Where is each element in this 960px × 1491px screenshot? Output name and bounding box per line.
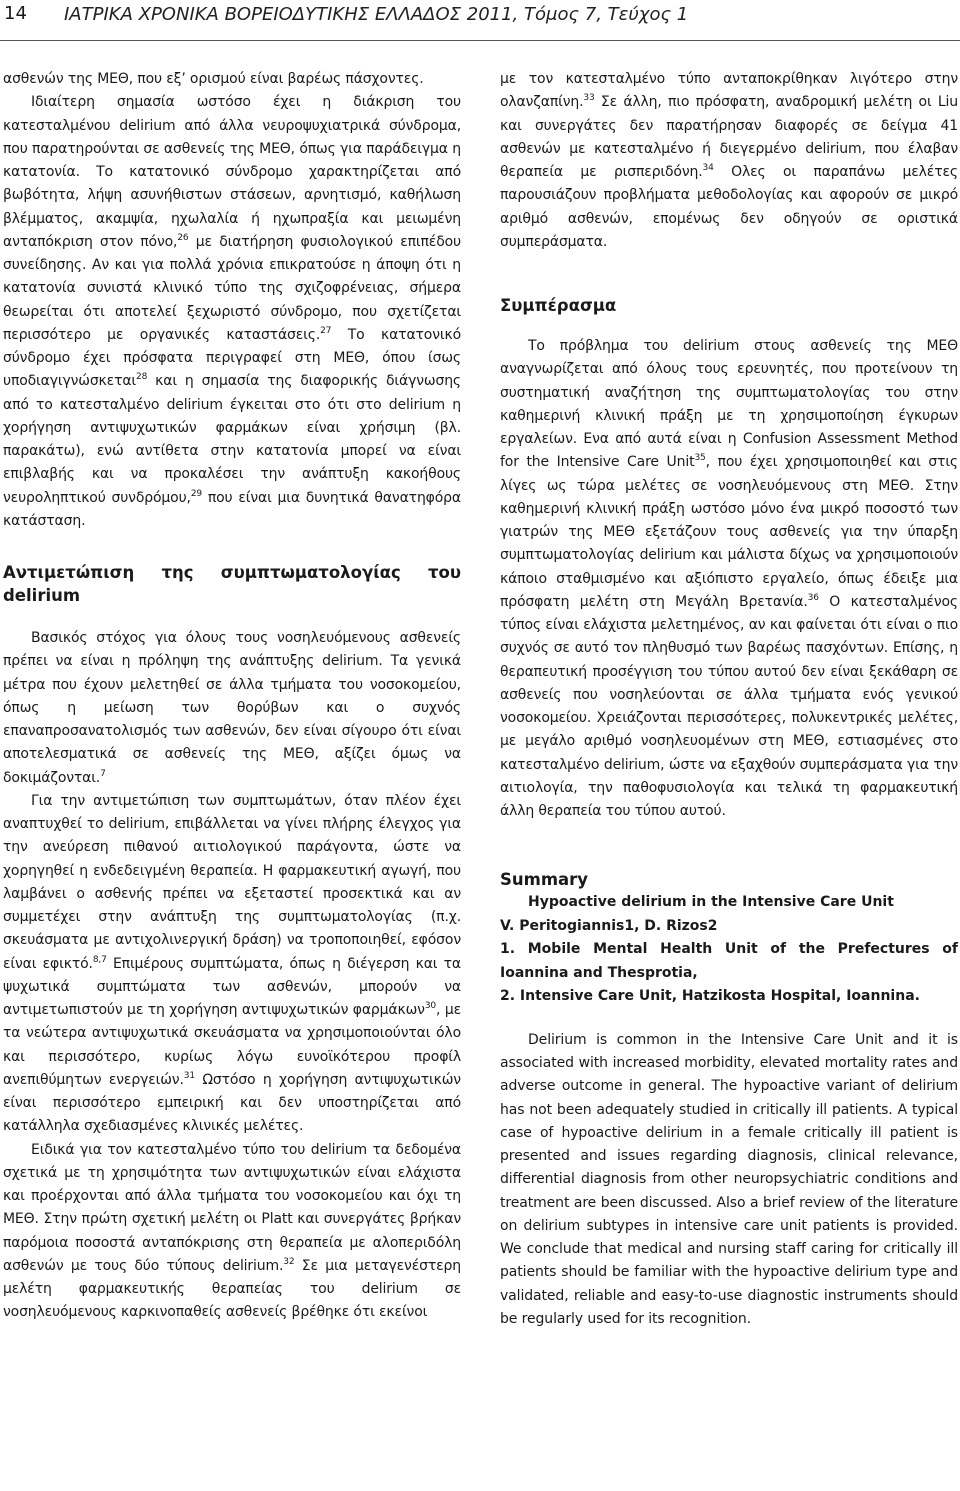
paragraph-text: με διατήρηση φυσιολογικού επιπέδου συνείδησης. Αν και για πολλά χρόνια επικρατούσε η άποψη ότι η κατατονία συνιστά κλινικό τύπο της σχιζοφρένειας, σήμερα θεωρείται ότι αποτελεί ξεχωριστό σύνδρομο, που σχετίζεται περισσότερο με οργανικές καταστάσεις. [3,233,461,343]
summary-affiliation-1: 1. Mobile Mental Health Unit of the Prefectures of Ioannina and Thesprotia, [500,941,958,981]
paragraph: ασθενών της ΜΕΘ, που εξ’ ορισμού είναι βαρέως πάσχοντες. [3,71,424,87]
paragraph-text: Σε άλλη, πιο πρόσφατη, αναδρομική μελέτη οι Liu και συνεργάτες δεν παρατήρησαν διαφορές σε δείγμα 41 ασθενών με κατεσταλμένο ή διεγερμένο delirium, που έλαβαν θεραπεία με ρισπεριδόνη. [500,94,958,180]
summary-abstract [500,1029,958,1331]
paragraph-text: Ειδικά για τον κατεσταλμένο τύπο του delirium τα δεδομένα σχετικά με τη χρησιμότητα των αντιψυχωτικών είναι ελάχιστα και προέρχονται από άλλα τμήματα του νοσοκομείου και όχι τη ΜΕΘ. Στην πρώτη σχετική μελέτη οι Platt και συνεργάτες βρήκαν παρόμοια ποσοστά ανταπόκρισης στη θεραπεία με αλοπεριδόλη ασθενών με τους δύο τύπους delirium. [3,1141,461,1274]
page-number: 14 [4,3,27,24]
summary-title: Hypoactive delirium in the Intensive Care Unit [528,894,894,911]
citation: 26 [177,232,189,243]
citation: 34 [702,163,714,173]
paragraph-text: που είναι μια δυνητικά θανατηφόρα κατάσταση. [3,489,461,529]
citation: 28 [136,372,148,383]
paragraph-text: , με τα νεώτερα αντιψυχωτικά σκευάσματα να χρησιμοποιούνται όλο και περισσότερο, κυρίως λόγω ευνοϊκότερου προφίλ ανεπιθύμητων ενεργειών. [3,1002,462,1088]
summary-affiliation-2: 2. Intensive Care Unit, Hatzikosta Hospital, Ioannina. [500,988,920,1005]
paragraph-text: Επιμέρους συμπτώματα, όπως η διέγερση και τα ψυχωτικά συμπτώματα των ασθενών, μπορούν να αντιμετωπιστούν με τη χορήγηση αντιψυχωτικών φαρμάκων [3,955,462,1018]
paragraph-text: Το πρόβλημα του delirium στους ασθενείς της ΜΕΘ αναγνωρίζεται από όλους τους ερευνητές, που προτείνουν τη συστηματική αναζήτηση της συμπτωματολογίας του στην καθημερινή κλινική πράξη με τη χρησιμοποίηση έγκυρων εργαλείων. Ενα από αυτά είναι η Confusion Assessment Method for the Intensive Care Unit [500,338,958,471]
paragraph-text: Ιδιαίτερη σημασία ωστόσο έχει η διάκριση του κατεσταλμένου delirium από άλλα νευροψυχιατρικά σύνδρομα, που παρατηρούνται σε ασθενείς της ΜΕΘ, όπως για παράδειγμα η κατατονία. Το κατατονικό σύνδρομο χαρακτηρίζεται από βωβότητα, λήψη ασυνήθιστων στάσεων, αρνητισμό, καθήλωση βλέμματος, ακαμψία, ηχωλαλία ή ηχωπραξία και μειωμένη ανταπόκριση στον πόνο, [3,94,461,250]
paragraph-text: Σε μια μεταγενέστερη μελέτη φαρμακευτικής θεραπείας του delirium σε νοσηλευόμενους καρκινοπαθείς ασθενείς βρέθηκε ότι εκείνοι [3,1257,461,1321]
paragraph-text: , που έχει χρησιμοποιηθεί και στις λίγες ως τώρα μελέτες σε νοσηλευόμενους στη ΜΕΘ. Στην καθημερινή κλινική πράξη ωστόσο μόνο ένα μικρό ποσοστό των γιατρών της ΜΕΘ εξετάζουν τους ασθενείς για την ύπαρξη συμπτωματολογίας delirium και μάλιστα δίχως να χρησιμοποιούν κάποιο σταθμισμένο και αξιόπιστο εργαλείο, όπως έδειξε μια πρόσφατη μελέτη στη Μεγάλη Βρετανία. [500,454,958,610]
paragraph [3,1139,461,1325]
paragraph-text: Για την αντιμετώπιση των συμπτωμάτων, όταν πλέον έχει αναπτυχθεί το delirium, επιβάλλεται να γίνει πλήρης έλεγχος για την ανεύρεση πιθανού αιτιολογικού παράγοντα, ώστε να χορηγηθεί η ενδεδειγμένη θεραπεία. Η φαρμακευτική αγωγή, που λαμβάνει ο ασθενής πρέπει να εξεταστεί προσεκτικά και αν συμμετέχει στην ανάπτυξη της συμπτωματολογίας (π.χ. σκευάσματα με αντιχολινεργική δράση) να τροποποιηθεί, εφόσον είναι εφικτό. [3,792,461,972]
citation: 27 [320,325,332,336]
citation: 8,7 [92,954,107,965]
paragraph [3,91,461,533]
paragraph-text: με τον κατεσταλμένο τύπο ανταποκρίθηκαν λιγότερο στην ολανζαπίνη. [500,71,958,111]
abstract-paragraph: Delirium is common in the Intensive Care Unit and it is associated with increased morbidity, elevated mortality rates and adverse outcome in general. The hypoactive variant of delirium has not been adequately studied in critically ill patients. A typical case of hypoactive delirium in a female critically ill patient is presented and issues regarding diagnosis, clinical relevance, differential diagnosis from other neuropsychiatric conditions and treatment are been discussed. Also a brief review of the literature on delirium subtypes in intensive care unit patients is provided. We conclude that medical and nursing staff caring for critically ill patients should be familiar with the hypoactive delirium type and validated, reliable and easy-to-use diagnostic instruments should be regularly used for its recognition. [500,1031,958,1327]
left-column [3,68,461,1325]
section-heading: Συμπέρασμα [500,296,617,315]
citation: 7 [100,768,106,779]
paragraph [500,68,958,254]
citation: 33 [583,93,595,104]
right-column [500,68,958,1331]
paragraph-text: και η σημασία της διαφορικής διάγνωσης από το κατεσταλμένο delirium έγκειται στο ότι στο delirium η χορήγηση αντιψυχωτικών φαρμάκων είναι χρήσιμη (βλ. παρακάτω), ενώ αντίθετα στην κατατονία μπορεί να είναι επιβλαβής και να προκαλέσει την ανάπτυξη κακοήθους νευροληπτικού συνδρόμου, [3,373,461,506]
paragraph-text: Ο κατεσταλμένος τύπος είναι ελάχιστα μελετημένος, αν και φαίνεται ότι είναι ο πιο συχνός σε αυτό τον πληθυσμό των βαρέως πασχόντων. Επίσης, η θεραπευτική προσέγγιση του τύπου αυτού δεν είναι ξεκάθαρη σε ασθενείς που νοσηλεύονται σε άλλα τμήματα ενός γενικού νοσοκομείου. Χρειάζονται περισσότερες, πολυκεντρικές μελέτες, με μεγάλο αριθμό νοσηλευομένων στη ΜΕΘ, εστιασμένες στο κατεσταλμένο delirium, ώστε να εξαχθούν συμπεράσματα για την αιτιολογία, την παθοφυσιολογία και τελικά τη φαρμακευτική άλλη θεραπεία του τύπου αυτού. [500,593,959,819]
summary-heading: Summary [500,870,589,890]
citation: 35 [694,453,706,464]
citation: 29 [190,488,202,499]
section-heading: Αντιμετώπιση της συμπτωματολογίας του delirium [3,563,461,605]
citation: 32 [283,1256,295,1267]
paragraph-text: Ωστόσο η χορήγηση αντιψυχωτικών είναι περισσότερο εμπειρική και δεν υποστηρίζεται από κατάλληλα σχεδιασμένες κλινικές μελέτες. [3,1071,461,1135]
summary-authors: V. Peritogiannis1, D. Rizos2 [500,917,718,934]
citation: 31 [183,1070,195,1081]
paragraph-text: Βασικός στόχος για όλους τους νοσηλευόμενους ασθενείς πρέπει να είναι η πρόληψη της ανάπτυξης delirium. Τα γενικά μέτρα που έχουν μελετηθεί σε άλλα τμήματα του νοσοκομείου, όπως η μείωση των θορύβων και ο συχνός επαναπροσανατολισμός των ασθενών, δεν είναι σίγουρο ότι είναι αποτελεσματικά σε ασθενείς της ΜΕΘ, αξίζει όμως να δοκιμάζονται. [3,630,461,786]
paragraph-text: Ολες οι παραπάνω μελέτες παρουσιάζουν προβλήματα μεθοδολογίας και αφορούν σε μικρό αριθμό ασθενών, επομένως δεν οδηγούν σε οριστικά συμπεράσματα. [500,164,958,250]
page-header [0,0,960,40]
paragraph [3,790,461,1139]
header-rule [0,40,960,41]
citation: 30 [424,1001,437,1011]
paragraph-text: Το κατατονικό σύνδρομο έχει πρόσφατα περιγραφεί στη ΜΕΘ, όπου ίσως υποδιαγιγνώσκεται [3,326,461,390]
citation: 36 [807,592,819,603]
paragraph [3,627,461,790]
paragraph [500,335,958,823]
journal-running-head: ΙΑΤΡΙΚΑ ΧΡΟΝΙΚΑ ΒΟΡΕΙΟΔΥΤΙΚΗΣ ΕΛΛΑΔΟΣ 2011, Τόμος 7, Τεύχος 1 [64,4,689,25]
